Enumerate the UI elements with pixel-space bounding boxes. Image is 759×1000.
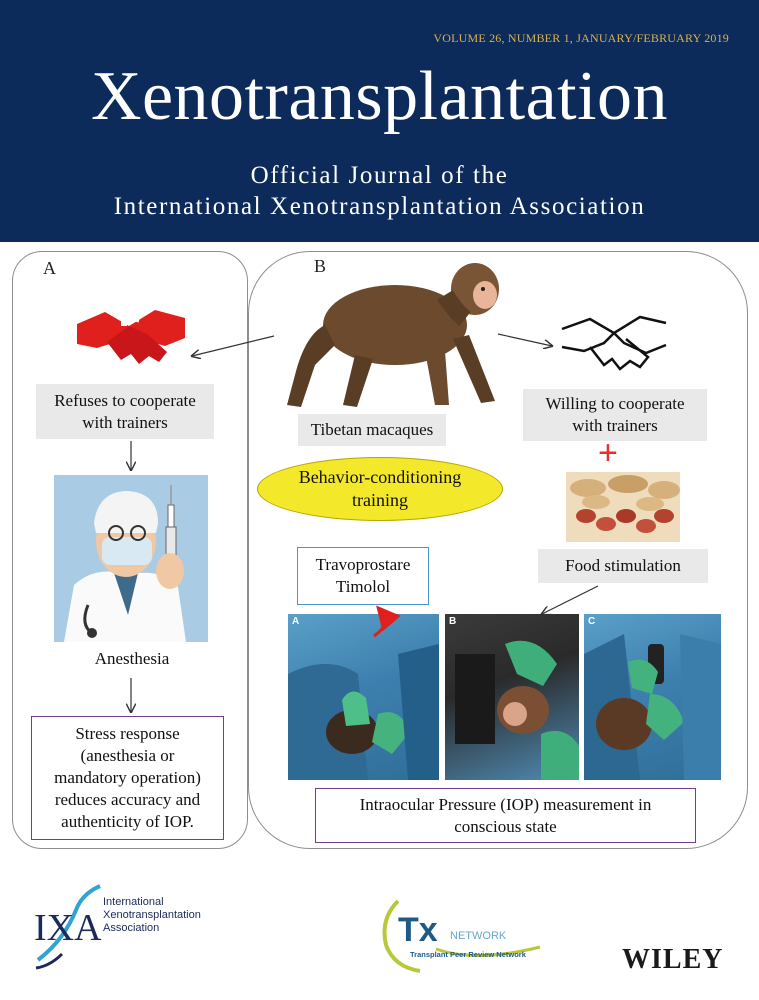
anesthesia-label: Anesthesia (82, 642, 182, 676)
behavior-line2: training (351, 490, 408, 510)
stress-line5: authenticity of IOP. (61, 812, 194, 831)
iaa-line1: International (103, 896, 164, 908)
drug-line1: Travoprostare (315, 555, 411, 574)
panel-a-label: A (43, 258, 56, 278)
outline-handshake-icon (560, 313, 668, 375)
volume-issue: VOLUME 26, NUMBER 1, JANUARY/FEBRUARY 2019 (433, 31, 729, 45)
macaques-label: Tibetan macaques (298, 414, 446, 446)
iaa-name (103, 896, 201, 935)
refuses-line2: with trainers (82, 412, 168, 432)
tx-network-text: NETWORK (450, 930, 507, 942)
macaque-illustration (285, 255, 515, 413)
panel-b-label: B (314, 256, 327, 276)
photo-a (288, 614, 439, 780)
cover-header (0, 0, 759, 242)
journal-title: Xenotransplantation (90, 58, 669, 135)
plus-sign: + (598, 434, 618, 472)
iop-line1: Intraocular Pressure (IOP) measurement in (359, 794, 652, 814)
iaa-logo (30, 880, 104, 972)
behavior-line1: Behavior-conditioning (298, 467, 462, 487)
stress-line4: reduces accuracy and (54, 790, 201, 809)
photo-b (445, 614, 579, 780)
refuses-box (36, 384, 214, 439)
iaa-logo-letters: IXA (34, 907, 102, 949)
food-stimulation-label: Food stimulation (538, 549, 708, 583)
stress-line2: (anesthesia or (80, 746, 175, 765)
iaa-line3: Association (103, 922, 160, 934)
willing-line1: Willing to cooperate (545, 394, 685, 413)
stress-line3: mandatory operation) (54, 768, 201, 787)
iop-line2: conscious state (454, 816, 557, 836)
journal-subtitle-line2: International Xenotransplantation Association (113, 193, 646, 220)
stress-line1: Stress response (75, 724, 180, 743)
tx-tagline: Transplant Peer Review Network (410, 950, 526, 959)
journal-subtitle-line1: Official Journal of the (250, 162, 509, 189)
drug-box (297, 547, 429, 605)
peanuts-image (566, 472, 680, 542)
iaa-line2: Xenotransplantation (103, 909, 201, 921)
photo-c-label: C (588, 616, 596, 627)
publisher-logo: WILEY (622, 944, 724, 975)
photo-b-label: B (449, 616, 457, 627)
doctor-illustration (54, 475, 208, 642)
tx-network-logo (376, 893, 546, 975)
refuses-line1: Refuses to cooperate (54, 390, 196, 410)
tx-logo-text: Tx (398, 911, 438, 949)
photo-c (584, 614, 721, 780)
iop-measurement-box (315, 788, 696, 843)
red-handshake-icon (77, 304, 185, 372)
behavior-training-ellipse (257, 457, 503, 521)
photo-a-label: A (292, 616, 300, 627)
drug-line2: Timolol (335, 577, 391, 596)
stress-response-box (31, 716, 224, 840)
willing-line2: with trainers (572, 416, 658, 435)
